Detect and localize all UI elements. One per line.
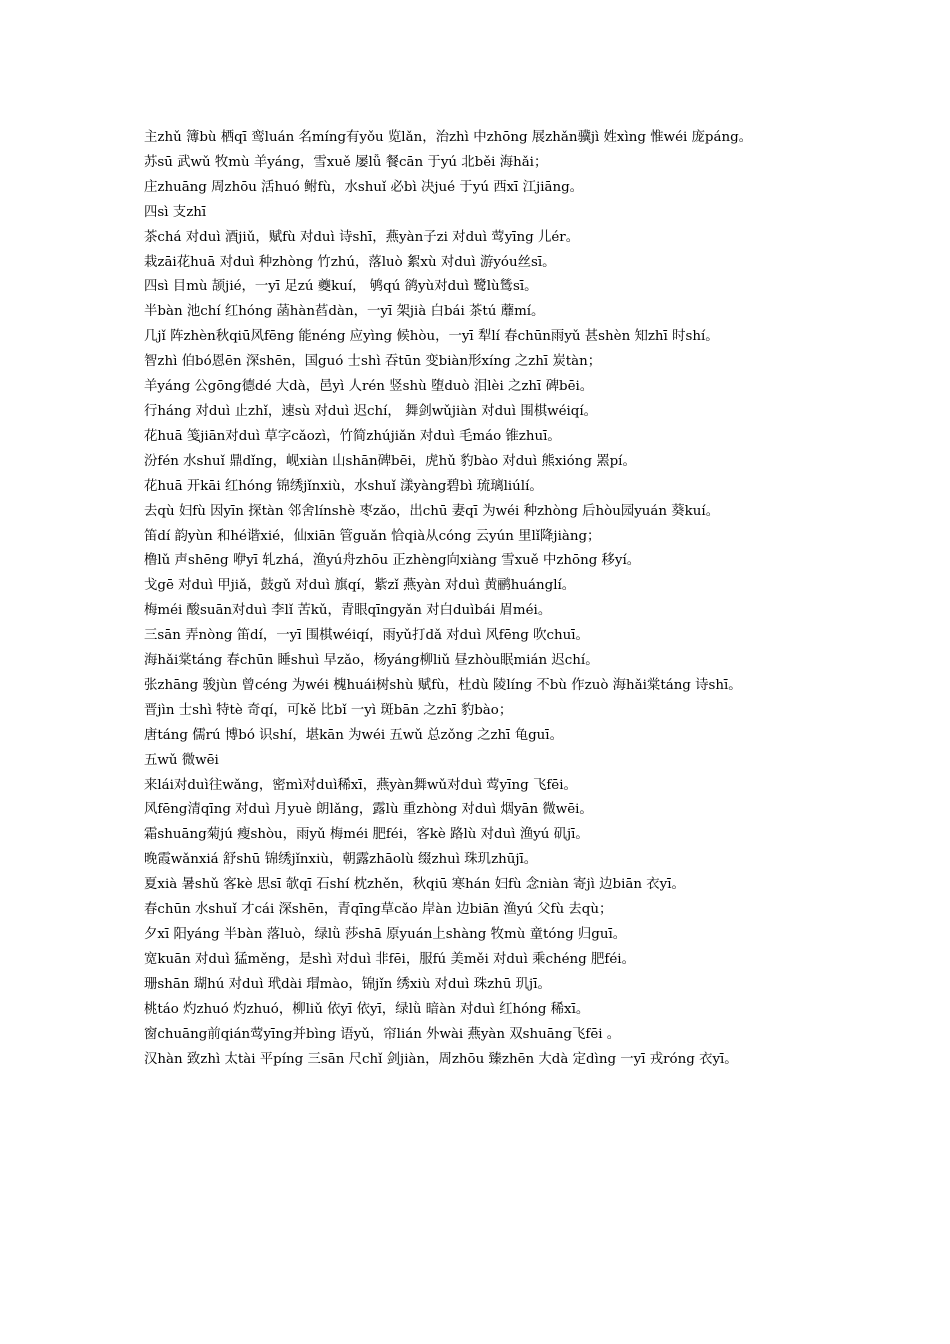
text-line: 去qù 妇fù 因yīn 探tàn 邻舍línshè 枣zǎo，出chū 妻qī 为wéi 种zhòng 后hòu园yuán 葵kuí。 — [144, 503, 720, 519]
text-line: 智zhì 伯bó恩ēn 深shēn，国guó 士shì 吞tūn 变biàn形xíng 之zhī 炭tàn； — [144, 354, 602, 370]
text-line: 栽zāi花huā 对duì 种zhòng 竹zhú，落luò 絮xù 对duì 游yóu丝sī。 — [144, 254, 556, 270]
text-line: 来lái对duì往wǎng，密mì对duì稀xī，燕yàn舞wǔ对duì 莺yīng 飞fēi。 — [144, 777, 577, 793]
text-line: 四sì 目mù 颉jié，一yī 足zú 夔kuí， 鸲qú 鹆yù对duì 鹭lù鸶sī。 — [144, 279, 538, 295]
text-line: 夕xī 阳yáng 半bàn 落luò，绿lǜ 莎shā 原yuán上shàng 牧mù 童tóng 归guī。 — [144, 927, 627, 942]
text-line: 苏sū 武wǔ 牧mù 羊yáng，雪xuě 屡lǚ 餐cān 于yú 北běi 海hǎi； — [144, 154, 548, 170]
text-line: 三sān 弄nòng 笛dí，一yī 围棋wéiqí，雨yǔ打dǎ 对duì 风fēng 吹chuī。 — [144, 628, 589, 644]
text-line: 晚霞wǎnxiá 舒shū 锦绣jǐnxiù，朝露zhāolù 缀zhuì 珠玑zhūjī。 — [144, 852, 538, 868]
text-line: 橹lǔ 声shēng 咿yī 轧zhá，渔yú舟zhōu 正zhèng向xiàng 雪xuě 中zhōng 移yí。 — [144, 553, 641, 569]
text-line: 茶chá 对duì 酒jiǔ，赋fù 对duì 诗shī，燕yàn子zi 对duì 莺yīng 儿ér。 — [144, 229, 580, 245]
text-line: 汉hàn 致zhì 太tài 平píng 三sān 尺chǐ 剑jiàn，周zhōu 臻zhēn 大dà 定dìng 一yī 戎róng 衣yī。 — [144, 1051, 738, 1067]
text-line: 珊shān 瑚hú 对duì 玳dài 瑁mào，锦jǐn 绣xiù 对duì 珠zhū 玑jī。 — [144, 976, 551, 992]
text-line: 笛dí 韵yùn 和hé谐xié，仙xiān 管guǎn 恰qià从cóng 云yún 里lǐ降jiàng； — [144, 528, 601, 544]
section-heading: 四sì 支zhī — [144, 204, 207, 220]
text-line: 张zhāng 骏jùn 曾céng 为wéi 槐huái树shù 赋fù，杜dù 陵líng 不bù 作zuò 海hǎi棠táng 诗shī。 — [144, 677, 742, 693]
text-line: 窗chuāng前qián莺yīng并bìng 语yǔ，帘lián 外wài 燕yàn 双shuāng飞fēi 。 — [144, 1026, 621, 1042]
text-line: 春chūn 水shuǐ 才cái 深shēn，青qīng草cǎo 岸àn 边biān 渔yú 父fù 去qù； — [144, 902, 613, 918]
section-heading: 五wǔ 微wēi — [144, 752, 219, 768]
text-line: 汾fén 水shuǐ 鼎dǐng，岘xiàn 山shān碑bēi，虎hǔ 豹bào 对duì 熊xióng 罴pí。 — [144, 453, 636, 469]
text-line: 主zhǔ 簿bù 栖qī 鸾luán 名míng有yǒu 览lǎn，治zhì 中zhōng 展zhǎn骥jì 姓xìng 惟wéi 庞páng。 — [144, 130, 753, 145]
text-line: 花huā 笺jiān对duì 草字cǎozì，竹简zhújiǎn 对duì 毛máo 锥zhuī。 — [144, 428, 561, 444]
document-page — [144, 126, 810, 1072]
text-line: 霜shuāng菊jú 瘦shòu，雨yǔ 梅méi 肥féi，客kè 路lù 对duì 渔yú 矶jī。 — [144, 827, 589, 843]
text-line: 几jǐ 阵zhèn秋qiū风fēng 能néng 应yìng 候hòu，一yī 犁lí 春chūn雨yǔ 甚shèn 知zhī 时shí。 — [144, 329, 719, 345]
text-line: 半bàn 池chí 红hóng 菡hàn萏dàn，一yī 架jià 白bái 茶tú 蘼mí。 — [144, 304, 545, 320]
text-line: 宽kuān 对duì 猛měng，是shì 对duì 非fēi，服fú 美měi 对duì 乘chéng 肥féi。 — [144, 951, 635, 967]
text-line: 行háng 对duì 止zhǐ，速sù 对duì 迟chí， 舞剑wǔjiàn 对duì 围棋wéiqí。 — [144, 403, 598, 419]
text-line: 梅méi 酸suān对duì 李lǐ 苦kǔ，青眼qīngyǎn 对白duìbái 眉méi。 — [144, 603, 552, 619]
text-line: 唐táng 儒rú 博bó 识shí，堪kān 为wéi 五wǔ 总zǒng 之zhī 龟guī。 — [144, 727, 563, 743]
text-line: 桃táo 灼zhuó 灼zhuó，柳liǔ 依yī 依yī，绿lǜ 暗àn 对duì 红hóng 稀xī。 — [144, 1001, 590, 1017]
text-line: 庄zhuāng 周zhōu 活huó 鲋fù，水shuǐ 必bì 决jué 于yú 西xī 江jiāng。 — [144, 179, 584, 195]
text-line: 花huā 开kāi 红hóng 锦绣jǐnxiù，水shuǐ 漾yàng碧bì 琉璃liúlí。 — [144, 478, 543, 494]
text-line: 羊yáng 公gōng德dé 大dà，邑yì 人rén 竖shù 堕duò 泪lèi 之zhī 碑bēi。 — [144, 379, 594, 395]
text-line: 海hǎi棠táng 春chūn 睡shuì 早zǎo，杨yáng柳liǔ 昼zhòu眠mián 迟chí。 — [144, 653, 599, 669]
text-line: 晋jìn 士shì 特tè 奇qí，可kě 比bǐ 一yì 斑bān 之zhī 豹bào； — [144, 702, 513, 718]
text-line: 风fēng清qīng 对duì 月yuè 朗lǎng，露lù 重zhòng 对duì 烟yān 微wēi。 — [144, 802, 593, 818]
text-line: 戈gē 对duì 甲jiǎ，鼓gǔ 对duì 旗qí，紫zǐ 燕yàn 对duì 黄鹂huánglí。 — [144, 578, 576, 594]
text-line: 夏xià 暑shǔ 客kè 思sī 欹qī 石shí 枕zhěn，秋qiū 寒hán 妇fù 念niàn 寄jì 边biān 衣yī。 — [144, 877, 685, 893]
